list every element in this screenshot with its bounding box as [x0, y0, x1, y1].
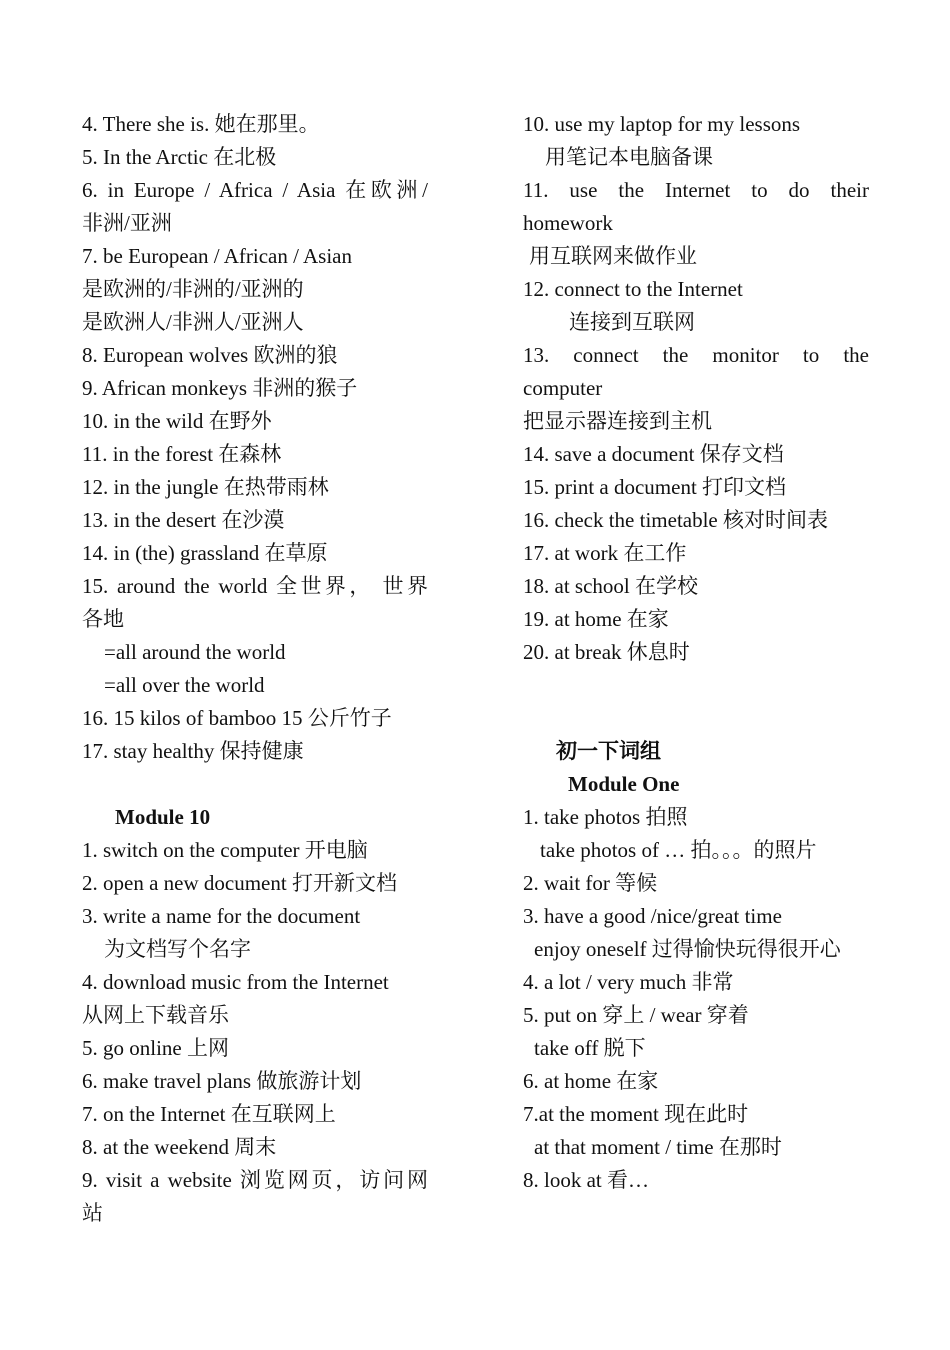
phrase-line: 17. at work 在工作 — [523, 541, 687, 565]
module-heading: Module One — [568, 772, 680, 796]
section-title: 初一下词组 — [556, 739, 661, 763]
phrase-line: 4. download music from the Internet — [82, 970, 389, 994]
phrase-line: 5. put on 穿上 / wear 穿着 — [523, 1003, 749, 1027]
phrase-line: 10. in the wild 在野外 — [82, 409, 272, 433]
phrase-line: 11. use the Internet to do their — [523, 178, 869, 202]
phrase-line: 把显示器连接到主机 — [523, 409, 712, 433]
phrase-line: =all over the world — [104, 673, 265, 697]
phrase-line: 4. There she is. 她在那里。 — [82, 112, 320, 136]
phrase-line: 13. connect the monitor to the — [523, 343, 869, 367]
phrase-line: 6. in Europe / Africa / Asia 在欧洲/ — [82, 178, 428, 202]
phrase-line: 8. European wolves 欧洲的狼 — [82, 343, 338, 367]
phrase-line: 18. at school 在学校 — [523, 574, 698, 598]
spacer — [82, 768, 428, 801]
phrase-line: 6. make travel plans 做旅游计划 — [82, 1069, 362, 1093]
phrase-line: 从网上下载音乐 — [82, 1003, 229, 1027]
phrase-line: 15. around the world 全世界， 世界 — [82, 574, 428, 598]
phrase-line: 站 — [82, 1201, 103, 1225]
phrase-line: 8. look at 看… — [523, 1168, 649, 1192]
phrase-line: 6. at home 在家 — [523, 1069, 659, 1093]
spacer — [523, 702, 869, 735]
phrase-line: 12. in the jungle 在热带雨林 — [82, 475, 329, 499]
phrase-line: 7. on the Internet 在互联网上 — [82, 1102, 336, 1126]
phrase-line: 7.at the moment 现在此时 — [523, 1102, 749, 1126]
phrase-line: 4. a lot / very much 非常 — [523, 970, 734, 994]
phrase-line: 为文档写个名字 — [104, 937, 251, 961]
phrase-line: 9. visit a website 浏览网页，访问网 — [82, 1168, 428, 1192]
phrase-line: 3. write a name for the document — [82, 904, 361, 928]
phrase-line: 17. stay healthy 保持健康 — [82, 739, 304, 763]
spacer — [523, 669, 869, 702]
phrase-line: 11. in the forest 在森林 — [82, 442, 282, 466]
phrase-line: 是欧洲人/非洲人/亚洲人 — [82, 310, 304, 334]
phrase-line: 20. at break 休息时 — [523, 640, 690, 664]
phrase-line: 16. 15 kilos of bamboo 15 公斤竹子 — [82, 706, 392, 730]
phrase-line: homework — [523, 211, 613, 235]
phrase-line: enjoy oneself 过得愉快玩得很开心 — [534, 937, 841, 961]
phrase-line: 7. be European / African / Asian — [82, 244, 353, 268]
right-column — [523, 108, 869, 1197]
module-heading: Module 10 — [115, 805, 211, 829]
phrase-line: 14. in (the) grassland 在草原 — [82, 541, 328, 565]
phrase-line: at that moment / time 在那时 — [534, 1135, 782, 1159]
phrase-line: 是欧洲的/非洲的/亚洲的 — [82, 277, 304, 301]
phrase-line: computer — [523, 376, 603, 400]
phrase-line: 1. take photos 拍照 — [523, 805, 688, 829]
phrase-line: =all around the world — [104, 640, 286, 664]
phrase-line: 2. wait for 等候 — [523, 871, 658, 895]
phrase-line: 用笔记本电脑备课 — [545, 145, 713, 169]
phrase-line: 3. have a good /nice/great time — [523, 904, 782, 928]
phrase-line: 15. print a document 打印文档 — [523, 475, 787, 499]
phrase-line: 1. switch on the computer 开电脑 — [82, 838, 368, 862]
phrase-line: 14. save a document 保存文档 — [523, 442, 784, 466]
phrase-line: 5. In the Arctic 在北极 — [82, 145, 277, 169]
phrase-line: 各地 — [82, 607, 124, 631]
phrase-line: 非洲/亚洲 — [82, 211, 172, 235]
phrase-line: 13. in the desert 在沙漠 — [82, 508, 285, 532]
phrase-line: 16. check the timetable 核对时间表 — [523, 508, 829, 532]
phrase-line: 8. at the weekend 周末 — [82, 1135, 277, 1159]
phrase-line: 连接到互联网 — [569, 310, 695, 334]
phrase-line: 2. open a new document 打开新文档 — [82, 871, 397, 895]
phrase-line: 10. use my laptop for my lessons — [523, 112, 801, 136]
phrase-line: 5. go online 上网 — [82, 1036, 229, 1060]
phrase-line: take photos of … 拍。。。的照片 — [540, 838, 817, 862]
phrase-line: 19. at home 在家 — [523, 607, 669, 631]
phrase-line: take off 脱下 — [534, 1036, 646, 1060]
phrase-line: 9. African monkeys 非洲的猴子 — [82, 376, 358, 400]
phrase-line: 12. connect to the Internet — [523, 277, 743, 301]
phrase-line: 用互联网来做作业 — [529, 244, 697, 268]
left-column — [82, 108, 428, 1230]
